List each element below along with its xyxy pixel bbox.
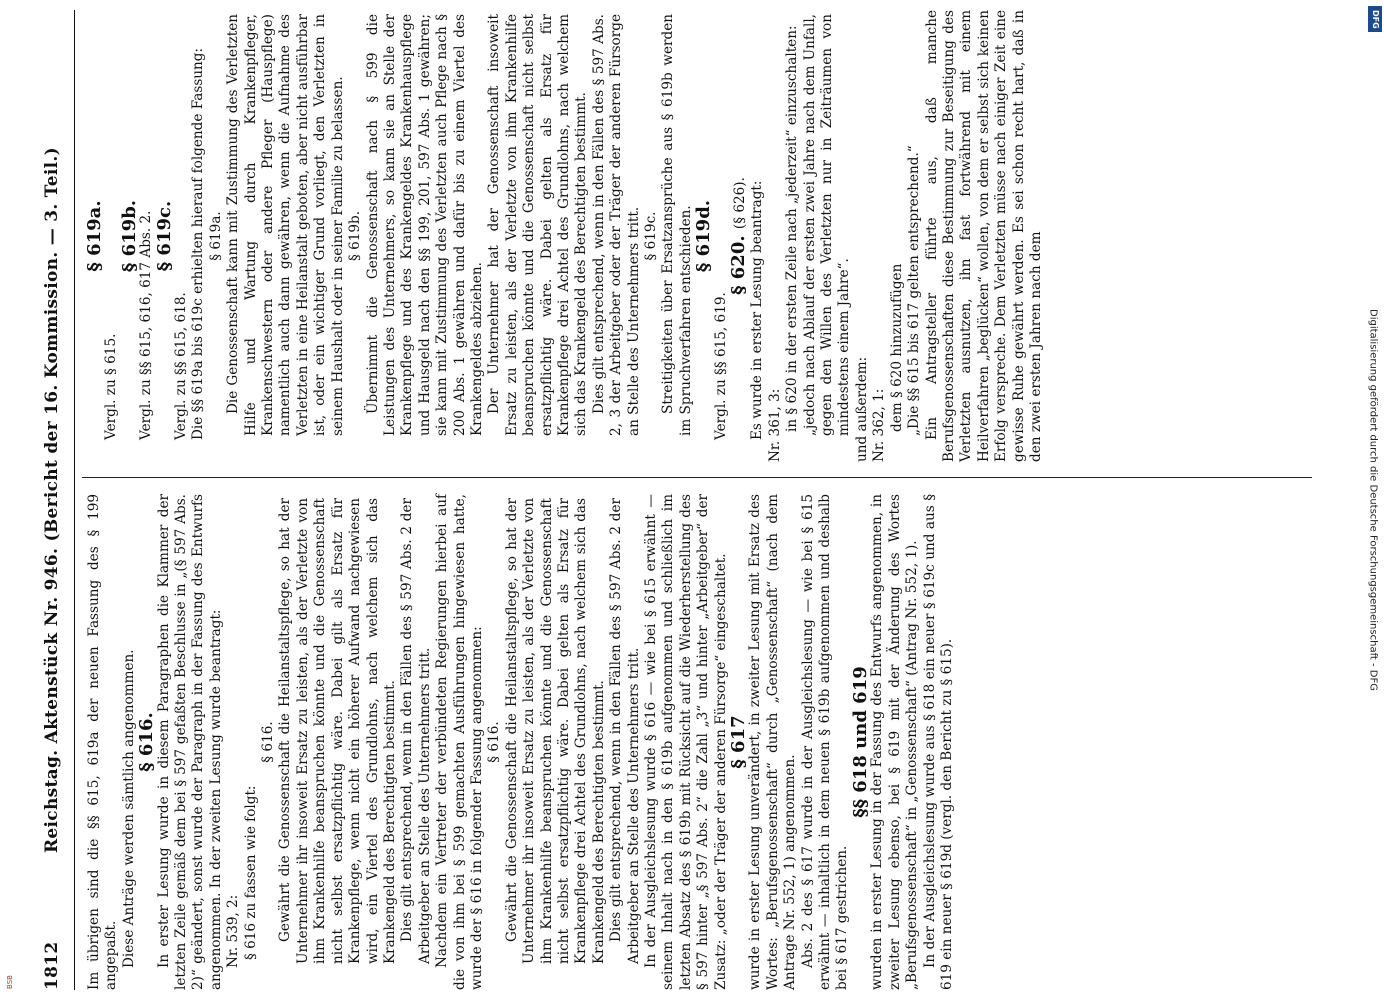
paragraph: In der Ausgleichslesung wurde aus § 618 ein neuer § 619c und aus § 619 ein neuer § 619d (vergl. den Bericht zu § 615). <box>921 494 955 990</box>
digitization-credit: Digitalisierung gefördert durch die Deutsche Forschungsgemeinschaft - DFG <box>1367 308 1379 692</box>
section-heading: § 617 <box>728 715 750 769</box>
quoted-text: „Die §§ 615 bis 617 gelten entsprechend.“ <box>906 145 923 436</box>
paragraph: wurde in erster Lesung unverändert, in zweiter Lesung mit Ersatz des Wortes: „Berufsgenossenschaft“ durch „Genossenschaft“ (nach dem Antrage Nr. 552, 1) angenommen. <box>747 494 799 990</box>
section-heading <box>730 10 749 462</box>
quoted-text: Streitigkeiten über Ersatzansprüche aus § 619b werden im Spruchverfahren entschieden. <box>660 14 694 436</box>
quoted-text: Dies gilt entsprechend, wenn in den Fällen des § 597 Abs. 2 der Arbeitgeber an Stelle des Unternehmers tritt. <box>608 498 642 964</box>
section-heading: § 616. <box>136 712 158 772</box>
section-heading: §§ 618 und 619 <box>849 666 871 818</box>
quoted-section-heading: § 616. <box>486 721 503 763</box>
quoted-section-heading: § 619a. <box>207 211 224 261</box>
paragraph: und außerdem: <box>853 356 870 462</box>
section-reference: (§ 626). <box>732 177 749 230</box>
paragraph: Ein Antragsteller führte aus, daß manche Berufsgenossenschaften diese Bestimmung zur Beseitigung des Verletzten ausnutzen, ihn fast fortwährend mit einem Heilverfahren „beglücken“ wollen, von dem er selbst sich keinen Erfolg verspreche. Dem Verletzten müsse nach einiger Zeit eine gewisse Ruhe gewährt werden. Es sei schon recht hart, daß in den zwei ersten Jahren nach dem <box>923 10 1044 462</box>
page-header <box>42 10 70 990</box>
paragraph: Vergl. zu § 615. <box>103 333 120 440</box>
paragraph: Nr. 361, 3: <box>766 388 783 462</box>
running-title: Reichstag. Aktenstück Nr. 946. (Bericht der 16. Kommission. — 3. Teil.) <box>42 147 62 853</box>
paragraph: § 616 zu fassen wie folgt: <box>242 785 259 960</box>
dfg-logo: DFG <box>1368 6 1382 32</box>
paragraph: Vergl. zu §§ 615, 619. <box>712 292 729 440</box>
paragraph: in § 620 in der ersten Zeile nach „jederzeit“ einzuschalten: <box>784 25 801 432</box>
section-heading: § 619b. <box>118 199 140 273</box>
page-number: 1812 <box>42 941 62 990</box>
section-number: § 620. <box>728 235 750 295</box>
bsb-mark: BSB <box>6 975 14 989</box>
paragraph: Nr. 362, 1: <box>871 388 888 462</box>
document-page <box>42 10 1342 990</box>
quoted-text: Dies gilt entsprechend, wenn in den Fällen des § 597 Abs. 2, 3 der Arbeitgeber oder der Träger der anderen Fürsorge an Stelle des Unternehmers tritt. <box>590 14 642 436</box>
paragraph: Vergl. zu §§ 615, 616, 617 Abs. 2. <box>138 210 155 440</box>
paragraph: Es wurde in erster Lesung beantragt: <box>749 180 766 440</box>
left-column <box>86 494 956 990</box>
quoted-section-heading: § 619b. <box>347 210 364 262</box>
section-heading: § 619a. <box>84 200 105 272</box>
paragraph: Abs. 2 des § 617 wurde in der Ausgleichslesung — wie bei § 615 erwähnt — inhaltlich in dem neuen § 619b aufgenommen und deshalb bei § 617 gestrichen. <box>799 494 851 990</box>
column-divider <box>82 477 1312 478</box>
paragraph: Diese Anträge werden sämtlich angenommen. <box>120 649 137 968</box>
paragraph: Nachdem ein Vertreter der verbündeten Regierungen hierbei auf die von ihm bei § 599 gemachten Ausführungen hingewiesen hatte, wurde der § 616 in folgender Fassung angenommen: <box>434 494 485 990</box>
quoted-text: Die Genossenschaft kann mit Zustimmung des Verletzten Hilfe und Wartung durch Krankenpfleger, Krankenschwestern oder andere Pfleger (Hauspflege) namentlich auch dann gewähren, wenn die Aufnahme des Verletzten in eine Heilanstalt geboten, aber nicht ausführbar ist, oder ein wichtiger Grund vorliegt, den Verletzten in seinem Haushalt oder in seiner Familie zu belassen. <box>225 14 346 436</box>
paragraph: Vergl. zu §§ 615, 618. <box>173 292 190 440</box>
paragraph: In erster Lesung wurde in diesem Paragraphen die Klammer der letzten Zeile gemäß dem bei § 597 gefaßten Beschlusse in „(§ 597 Abs. 2)“ geändert, sonst wurde der Paragraph in der Fassung des Entwurfs angenommen. In der zweiten Lesung wurde beantragt: <box>155 494 224 990</box>
paragraph: dem § 620 hinzuzufügen <box>888 263 905 432</box>
header-rule <box>74 10 75 990</box>
quoted-text: „jedoch nach Ablauf der ersten zwei Jahre nach dem Unfall, gegen den Willen des Verletzten nur in Zeiträumen von mindestens einem Jahre“. <box>801 14 853 436</box>
right-column <box>86 10 1045 462</box>
paragraph: Im übrigen sind die §§ 615, 619a der neuen Fassung des § 199 angepaßt. <box>86 494 120 990</box>
paragraph: wurden in erster Lesung in der Fassung des Entwurfs angenommen, in zweiter Lesung ebenso, bei § 619 mit der Änderung des Wortes „Berufsgenossenschaft“ in „Genossenschaft“ (Antrag Nr. 552, 1). <box>869 494 921 990</box>
paragraph: In der Ausgleichslesung wurde § 616 — wie bei § 615 erwähnt — seinem Inhalt nach in den § 619b aufgenommen und schließlich im letzten Absatz des § 619b mit Rücksicht auf die Wiederherstellung des § 597 hinter „§ 597 Abs. 2“ die Zahl „3“ und hinter „Arbeitgeber“ der Zusatz: „oder der Träger der anderen Fürsorge“ eingeschaltet. <box>643 494 729 990</box>
quoted-section-heading: § 619c. <box>643 211 659 261</box>
paragraph: Nr. 539, 2: <box>225 894 242 968</box>
quoted-text: Übernimmt die Genossenschaft nach § 599 die Leistungen des Unternehmers, so kann sie an Stelle der Krankenpflege und des Krankengeldes Krankenhauspflege und Hausgeld nach den §§ 199, 201, 597 Abs. 1 gewähren; sie kann mit Zustimmung des Verletzten auch Pflege nach § 200 Abs. 1 gewähren und dafür bis zu einem Viertel des Krankengeldes abziehen. <box>364 14 485 436</box>
quoted-text: Gewährt die Genossenschaft die Heilanstaltspflege, so hat der Unternehmer ihr insoweit Ersatz zu leisten, als der Verletzte von ihm Krankenhilfe beanspruchen könnte und die Genossenschaft nicht selbst ersatzpflichtig wäre. Dabei gilt als Ersatz für Krankenpflege, wenn nicht ein höherer Aufwand nachgewiesen wird, ein Viertel des Grundlohns, nach welchem sich das Krankengeld des Berechtigten bestimmt. <box>277 498 398 964</box>
section-heading: § 619c. <box>153 200 175 272</box>
quoted-section-heading: § 616. <box>260 721 277 763</box>
section-heading: § 619d. <box>693 199 715 273</box>
quoted-text: Der Unternehmer hat der Genossenschaft insoweit Ersatz zu leisten, als der Verletzte von ihm Krankenhilfe beanspruchen könnte und die Genossenschaft nicht selbst ersatzpflichtig wäre. Dabei gelten als Ersatz für Krankenpflege drei Achtel des Grundlohns, nach welchem sich das Krankengeld des Berechtigten bestimmt. <box>486 14 590 436</box>
paragraph: Die §§ 619a bis 619c erhielten hierauf folgende Fassung: <box>190 47 207 440</box>
quoted-text: Gewährt die Genossenschaft die Heilanstaltspflege, so hat der Unternehmer ihr insoweit Ersatz zu leisten, als der Verletzte von ihm Krankenhilfe beanspruchen könnte und die Genossenschaft nicht selbst ersatzpflichtig wäre. Dabei gelten als Ersatz für Krankenpflege drei Achtel des Grundlohns, nach welchem sich das Krankengeld des Berechtigten bestimmt. <box>503 498 607 964</box>
quoted-text: Dies gilt entsprechend, wenn in den Fällen des § 597 Abs. 2 der Arbeitgeber an Stelle des Unternehmers tritt. <box>399 498 433 964</box>
